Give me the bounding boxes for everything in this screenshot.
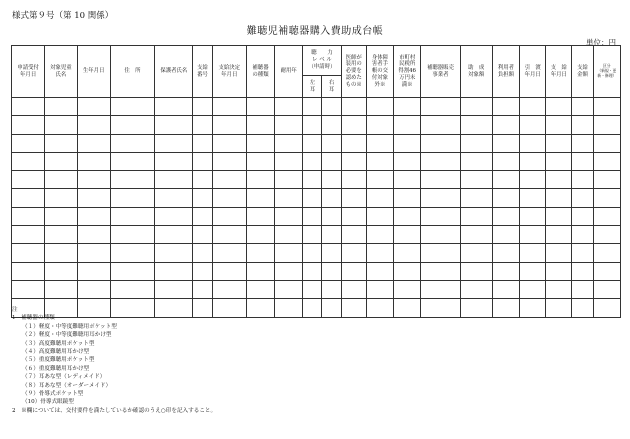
table-row [12, 262, 621, 280]
table-cell [303, 262, 322, 280]
header-birth-date: 生年月日 [77, 46, 110, 98]
table-cell [303, 189, 322, 207]
table-cell [275, 226, 303, 244]
table-cell [593, 152, 620, 170]
table-cell [77, 98, 110, 116]
subsidy-ledger-table [11, 45, 621, 318]
table-cell [421, 189, 460, 207]
table-cell [572, 207, 593, 225]
table-cell [421, 244, 460, 262]
table-cell [572, 262, 593, 280]
table-cell [193, 116, 212, 134]
table-cell [394, 152, 421, 170]
table-cell [212, 134, 246, 152]
table-cell [45, 134, 77, 152]
table-cell [460, 207, 492, 225]
table-cell [303, 299, 322, 317]
table-cell [460, 280, 492, 298]
table-cell [110, 134, 154, 152]
table-cell [341, 152, 366, 170]
table-cell [492, 171, 519, 189]
page-title: 難聴児補聴器購入費助成台帳 [246, 26, 384, 37]
header-durable-years: 耐用年 [275, 46, 303, 98]
table-cell [520, 207, 546, 225]
form-number: 様式第９号（第 10 関係） [12, 11, 114, 21]
table-cell [193, 207, 212, 225]
table-cell [421, 134, 460, 152]
table-cell [155, 207, 193, 225]
table-cell [520, 189, 546, 207]
header-user-burden: 利用者 負担額 [492, 46, 519, 98]
table-cell [322, 134, 341, 152]
table-cell [12, 280, 45, 298]
table-cell [45, 207, 77, 225]
table-cell [12, 262, 45, 280]
table-cell [593, 134, 620, 152]
header-hearing-left: 左 耳 [303, 76, 322, 98]
table-row [12, 244, 621, 262]
table-cell [155, 134, 193, 152]
table-cell [322, 262, 341, 280]
table-cell [246, 226, 274, 244]
table-cell [394, 299, 421, 317]
table-cell [322, 207, 341, 225]
table-cell [492, 262, 519, 280]
table-cell [322, 171, 341, 189]
table-cell [77, 244, 110, 262]
table-cell [593, 98, 620, 116]
table-cell [492, 207, 519, 225]
table-cell [492, 299, 519, 317]
table-cell [520, 152, 546, 170]
table-cell [275, 244, 303, 262]
note-item-2: 2 ※欄については、交付要件を満たしているか確認のうえ○印を記入すること。 [12, 407, 217, 414]
table-cell [394, 262, 421, 280]
table-cell [212, 189, 246, 207]
table-cell [341, 244, 366, 262]
table-cell [572, 171, 593, 189]
header-payment-date: 支 給 年月日 [546, 46, 572, 98]
table-cell [212, 262, 246, 280]
table-cell [246, 207, 274, 225]
table-cell [12, 152, 45, 170]
table-cell [572, 116, 593, 134]
table-cell [546, 244, 572, 262]
table-cell [212, 226, 246, 244]
table-cell [341, 207, 366, 225]
table-cell [593, 280, 620, 298]
header-device-type: 補聴器 の種類 [246, 46, 274, 98]
table-cell [322, 244, 341, 262]
table-cell [366, 152, 393, 170]
table-cell [110, 189, 154, 207]
table-cell [45, 280, 77, 298]
table-cell [520, 98, 546, 116]
table-cell [593, 171, 620, 189]
table-row [12, 152, 621, 170]
table-cell [394, 280, 421, 298]
table-cell [303, 207, 322, 225]
table-cell [492, 244, 519, 262]
table-cell [341, 189, 366, 207]
table-cell [303, 226, 322, 244]
header-decision-date: 支給決定 年月日 [212, 46, 246, 98]
table-cell [77, 152, 110, 170]
table-cell [303, 98, 322, 116]
table-cell [246, 98, 274, 116]
table-cell [421, 207, 460, 225]
table-cell [45, 244, 77, 262]
device-type-item: （４）高度難聴用耳かけ型 [22, 349, 90, 356]
table-cell [303, 134, 322, 152]
table-cell [275, 280, 303, 298]
table-cell [45, 189, 77, 207]
table-cell [12, 189, 45, 207]
table-cell [77, 134, 110, 152]
table-row [12, 116, 621, 134]
table-cell [322, 116, 341, 134]
table-cell [155, 98, 193, 116]
table-cell [45, 226, 77, 244]
device-type-item: （10）骨導式眼鏡型 [22, 399, 74, 406]
table-cell [155, 244, 193, 262]
table-cell [492, 152, 519, 170]
table-cell [193, 98, 212, 116]
notes-section [12, 306, 216, 415]
table-cell [572, 226, 593, 244]
table-cell [155, 189, 193, 207]
table-cell [303, 244, 322, 262]
table-cell [193, 189, 212, 207]
device-type-item: （９）骨導式ポケット型 [22, 391, 84, 398]
table-cell [546, 262, 572, 280]
table-cell [212, 280, 246, 298]
table-cell [45, 171, 77, 189]
table-cell [246, 152, 274, 170]
table-cell [341, 262, 366, 280]
table-cell [12, 207, 45, 225]
table-cell [572, 280, 593, 298]
table-cell [572, 152, 593, 170]
table-cell [366, 134, 393, 152]
table-cell [77, 226, 110, 244]
table-cell [546, 116, 572, 134]
table-cell [212, 207, 246, 225]
header-doctor-opinion: 医師が 装用の 必要を 認めた もの※ [341, 46, 366, 98]
header-subsidy-base: 助 成 対象額 [460, 46, 492, 98]
table-cell [193, 262, 212, 280]
table-cell [246, 244, 274, 262]
table-cell [322, 299, 341, 317]
table-cell [110, 244, 154, 262]
table-cell [394, 226, 421, 244]
table-cell [546, 98, 572, 116]
table-row [12, 280, 621, 298]
table-cell [212, 116, 246, 134]
table-cell [303, 152, 322, 170]
table-cell [341, 98, 366, 116]
table-cell [45, 262, 77, 280]
table-cell [492, 98, 519, 116]
table-cell [546, 152, 572, 170]
header-child-name: 対象児童 氏名 [45, 46, 77, 98]
table-cell [421, 116, 460, 134]
table-cell [77, 189, 110, 207]
table-cell [520, 134, 546, 152]
table-cell [45, 152, 77, 170]
table-cell [366, 207, 393, 225]
table-cell [303, 171, 322, 189]
table-cell [366, 171, 393, 189]
ledger-body [12, 98, 621, 318]
table-cell [460, 299, 492, 317]
table-cell [421, 299, 460, 317]
table-cell [110, 152, 154, 170]
table-cell [275, 134, 303, 152]
table-cell [520, 299, 546, 317]
table-cell [546, 207, 572, 225]
table-cell [77, 280, 110, 298]
table-cell [394, 244, 421, 262]
table-cell [322, 280, 341, 298]
header-hearing-right: 右 耳 [322, 76, 341, 98]
table-cell [341, 116, 366, 134]
table-cell [77, 207, 110, 225]
table-cell [12, 98, 45, 116]
table-cell [246, 280, 274, 298]
table-row [12, 189, 621, 207]
device-type-item: （３）高度難聴用ポケット型 [22, 340, 95, 347]
table-cell [572, 134, 593, 152]
table-cell [155, 152, 193, 170]
table-cell [520, 171, 546, 189]
table-cell [366, 189, 393, 207]
table-cell [212, 299, 246, 317]
device-type-item: （２）軽度・中等度難聴用耳かけ型 [22, 332, 112, 339]
table-cell [366, 98, 393, 116]
table-cell [460, 116, 492, 134]
table-cell [460, 226, 492, 244]
table-cell [460, 189, 492, 207]
table-cell [394, 171, 421, 189]
table-cell [366, 299, 393, 317]
note-item-1: 1 補聴器の種類 [12, 315, 55, 322]
device-type-item: （５）重度難聴用ポケット型 [22, 357, 95, 364]
header-disability-check: 身体障 害者手 帳の交 付対象 外※ [366, 46, 393, 98]
table-cell [275, 171, 303, 189]
table-cell [303, 116, 322, 134]
table-cell [275, 116, 303, 134]
table-cell [366, 262, 393, 280]
table-cell [246, 189, 274, 207]
table-cell [341, 226, 366, 244]
table-row [12, 226, 621, 244]
table-cell [394, 116, 421, 134]
table-cell [421, 262, 460, 280]
table-cell [193, 134, 212, 152]
header-delivery-date: 引 渡 年月日 [520, 46, 546, 98]
table-cell [322, 226, 341, 244]
table-cell [546, 226, 572, 244]
table-cell [546, 171, 572, 189]
table-cell [366, 280, 393, 298]
table-cell [421, 98, 460, 116]
table-cell [77, 171, 110, 189]
table-cell [155, 226, 193, 244]
table-cell [275, 299, 303, 317]
table-cell [110, 280, 154, 298]
table-cell [193, 152, 212, 170]
table-cell [110, 207, 154, 225]
table-cell [421, 226, 460, 244]
header-payment-amount: 支給 金額 [572, 46, 593, 98]
table-cell [593, 262, 620, 280]
table-cell [546, 299, 572, 317]
table-cell [246, 171, 274, 189]
table-cell [341, 134, 366, 152]
table-cell [246, 262, 274, 280]
table-cell [12, 134, 45, 152]
table-cell [460, 98, 492, 116]
header-address: 住 所 [110, 46, 154, 98]
table-cell [322, 152, 341, 170]
table-cell [492, 226, 519, 244]
table-cell [520, 244, 546, 262]
table-cell [492, 116, 519, 134]
table-cell [322, 189, 341, 207]
device-type-item: （８）耳あな型（オーダーメイド） [22, 382, 112, 389]
header-hearing-level: 聴 力 レ ベ ル （申請時） [303, 46, 341, 76]
table-cell [275, 98, 303, 116]
table-cell [593, 189, 620, 207]
device-type-list [12, 323, 216, 407]
table-cell [110, 171, 154, 189]
table-cell [520, 280, 546, 298]
header-tax-check: 市町村 民税所 得割46 万円未 満※ [394, 46, 421, 98]
table-cell [394, 207, 421, 225]
table-cell [520, 116, 546, 134]
table-row [12, 98, 621, 116]
table-cell [12, 244, 45, 262]
table-cell [572, 98, 593, 116]
header-guardian-name: 保護者氏名 [155, 46, 193, 98]
table-cell [275, 189, 303, 207]
header-vendor: 補聴器販売 事業者 [421, 46, 460, 98]
table-cell [110, 98, 154, 116]
table-cell [275, 152, 303, 170]
table-cell [110, 262, 154, 280]
table-cell [341, 171, 366, 189]
table-cell [212, 171, 246, 189]
device-type-item: （６）重度難聴用耳かけ型 [22, 365, 90, 372]
table-cell [366, 116, 393, 134]
table-cell [572, 299, 593, 317]
table-cell [45, 116, 77, 134]
table-cell [303, 280, 322, 298]
table-cell [421, 152, 460, 170]
notes-heading: 注 [12, 307, 18, 313]
table-cell [520, 226, 546, 244]
table-cell [155, 280, 193, 298]
table-cell [572, 244, 593, 262]
table-cell [546, 189, 572, 207]
table-row [12, 134, 621, 152]
table-cell [193, 171, 212, 189]
header-payment-number: 支給 番号 [193, 46, 212, 98]
table-cell [193, 226, 212, 244]
table-cell [460, 134, 492, 152]
table-cell [77, 262, 110, 280]
device-type-item: （１）軽度・中等度難聴用ポケット型 [22, 323, 117, 330]
table-row [12, 207, 621, 225]
table-cell [366, 226, 393, 244]
table-cell [593, 207, 620, 225]
unit-label: 単位：円 [586, 38, 616, 47]
table-cell [394, 189, 421, 207]
table-cell [246, 116, 274, 134]
table-cell [593, 116, 620, 134]
table-cell [12, 116, 45, 134]
table-cell [45, 98, 77, 116]
table-cell [394, 134, 421, 152]
table-row [12, 171, 621, 189]
table-cell [155, 262, 193, 280]
table-cell [421, 171, 460, 189]
header-category: 区分 （新規・更新・修理） [593, 46, 620, 98]
table-cell [460, 262, 492, 280]
table-cell [421, 280, 460, 298]
table-cell [593, 299, 620, 317]
table-cell [572, 189, 593, 207]
header-application-date: 申請受付 年月日 [12, 46, 45, 98]
table-cell [110, 226, 154, 244]
table-cell [246, 299, 274, 317]
table-cell [546, 280, 572, 298]
table-cell [520, 262, 546, 280]
table-cell [246, 134, 274, 152]
table-cell [366, 244, 393, 262]
table-cell [341, 299, 366, 317]
table-cell [212, 98, 246, 116]
table-cell [546, 134, 572, 152]
table-cell [460, 152, 492, 170]
table-cell [492, 134, 519, 152]
table-cell [155, 116, 193, 134]
table-cell [460, 171, 492, 189]
table-cell [212, 244, 246, 262]
table-cell [12, 171, 45, 189]
table-cell [193, 280, 212, 298]
table-cell [593, 244, 620, 262]
table-cell [275, 262, 303, 280]
table-cell [155, 171, 193, 189]
table-cell [212, 152, 246, 170]
table-cell [492, 280, 519, 298]
table-cell [460, 244, 492, 262]
table-cell [322, 98, 341, 116]
table-cell [341, 280, 366, 298]
table-cell [394, 98, 421, 116]
device-type-item: （７）耳あな型（レディメイド） [22, 374, 106, 381]
table-cell [492, 189, 519, 207]
table-cell [593, 226, 620, 244]
table-cell [110, 116, 154, 134]
table-cell [77, 116, 110, 134]
table-cell [275, 207, 303, 225]
table-cell [193, 244, 212, 262]
table-cell [12, 226, 45, 244]
